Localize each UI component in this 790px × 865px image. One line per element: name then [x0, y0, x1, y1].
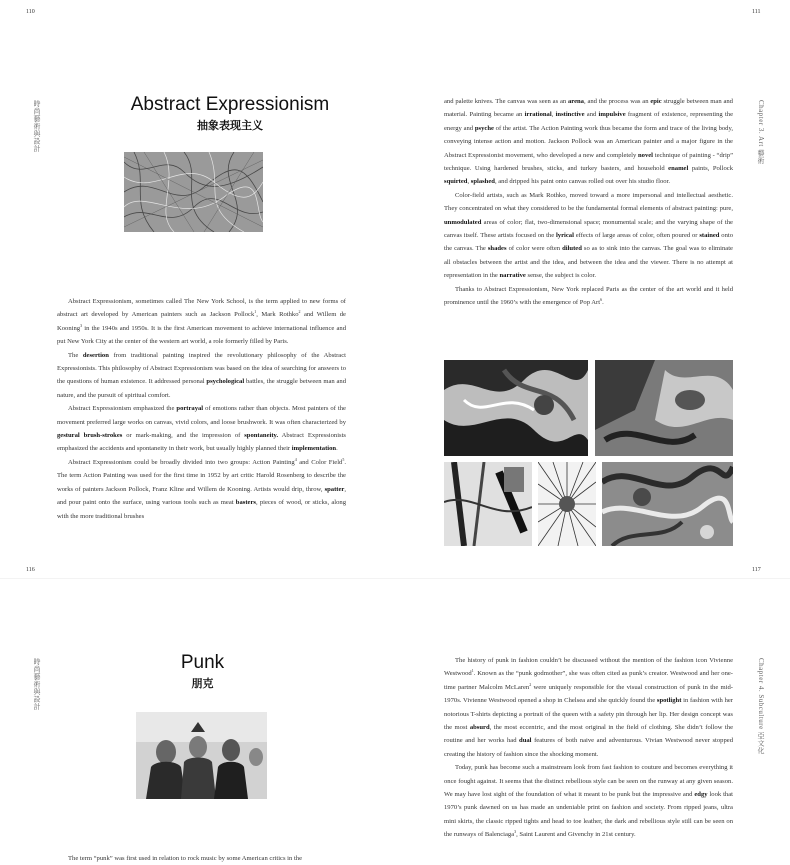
- emphasized-term: enamel: [668, 165, 689, 173]
- emphasized-term: spotlight: [656, 697, 682, 705]
- section2-left-text: [57, 852, 346, 865]
- side-label-left-2: 時尚藝術與設計: [33, 658, 41, 711]
- emphasized-term: dual: [519, 737, 532, 745]
- emphasized-term: absurd: [469, 724, 490, 732]
- paragraph: The desertion from traditional painting inspired the revolutionary philosophy of the Abstract Expressionists. This philosophy of Abstract Expressionism was based on the idea of searching for answers to the questions of human existence. It addressed personal psychological battles, the struggle between man and nature, and the pursuit of spiritual comfort.: [57, 351, 347, 399]
- emphasized-term: psychological: [206, 378, 245, 386]
- emphasized-term: irrational: [524, 111, 552, 119]
- emphasized-term: novel: [637, 151, 654, 159]
- emphasized-term: implementation: [291, 445, 337, 453]
- paragraph: and palette knives. The canvas was seen as an arena, and the process was an epic struggle between man and material. Painting became an irrational, instinctive and impulsive fragment of existence, representing the energy and psyche of the artist. The Action Painting work thus became the form and trace of the living body, conveying intense action and motion. Jackson Pollock was an American painter and a major figure in the Abstract Expressionist movement, who developed a new and completely novel technique of painting - “drip” technique. Using hardened brushes, sticks, and turkey basters, and household enamel paints, Pollock squirted, splashed, and dripped his paint onto canvas rolled out over his studio floor.: [444, 98, 734, 186]
- side-label-left: 時尚藝術與設計: [33, 100, 41, 153]
- emphasized-term: spatter: [324, 485, 345, 493]
- emphasized-term: instinctive: [555, 111, 585, 119]
- paragraph: The history of punk in fashion couldn’t be discussed without the mention of the fashion icon Vivienne Westwood$^1$. Known as the “punk godmother”, she was often cited as punk’s creator. Westwood and her one-time partner Malcolm McLaren$^2$ were uniquely responsible for the visual construction of punk in the mid-1970s. Vivienne Westwood opened a shop in Chelsea and she quickly found the spotlight in fashion with her notorious T-shirts depicting a portrait of the queen with a safety pin through her lip. Her design concept was the most absurd, the most eccentric, and the most original in the field of clothing. She didn’t follow the routine and her works had dual features of both naive and adventurous. Vivian Westwood never stopped creating the history of fashion since the shocking moment.: [444, 657, 734, 758]
- pollock-painting-image: [124, 152, 263, 232]
- paragraph: Abstract Expressionism emphasized the portrayal of emotions rather than objects. Most painters of the movement preferred large works on canvas, vivid colors, and loose brushwork. It was often characterized by gestural brush-strokes or mark-making, and the impression of spontaneity. Abstract Expressionists emphasized the accidents and spontaneity in their work, but usually highly planned their implementation.: [57, 405, 346, 453]
- page-number-111: 111: [752, 9, 761, 15]
- emphasized-term: epic: [650, 98, 662, 105]
- emphasized-term: lyrical: [555, 232, 574, 240]
- section-title: Abstract Expressionism: [130, 94, 330, 115]
- section2-title: Punk: [180, 652, 225, 673]
- emphasized-term: edgy: [694, 791, 708, 799]
- emphasized-term: portrayal: [176, 405, 204, 413]
- side-label-right: Chapter 3. Art 藝術: [757, 100, 765, 165]
- section1-right-column: [444, 95, 733, 310]
- emphasized-term: spontaneity.: [244, 432, 279, 440]
- emphasized-term: unmodulated: [444, 218, 482, 226]
- emphasized-term: gestural brush-strokes: [57, 432, 123, 440]
- footnote-marker: 1: [254, 309, 257, 315]
- emphasized-term: diluted: [562, 245, 582, 253]
- footnote-marker: 3: [80, 322, 83, 328]
- emphasized-term: impulsive: [598, 111, 626, 119]
- footnote-marker: 1: [471, 668, 474, 674]
- page-number-117: 117: [752, 567, 761, 573]
- footnote-marker: 3: [514, 829, 517, 835]
- footnote-marker: 2: [298, 309, 301, 315]
- side-label-right-2: Chapter 4. Subculture 亞文化: [757, 658, 765, 755]
- punk-photo-image: [136, 712, 267, 799]
- emphasized-term: splashed: [470, 178, 495, 186]
- artwork-image-4: [538, 462, 596, 546]
- page-number-116: 116: [26, 567, 35, 573]
- footnote-marker: 2: [529, 681, 532, 687]
- section2-left-paragraph: The term “punk” was first used in relation to rock music by some American critics in the: [68, 855, 303, 862]
- paragraph: Abstract Expressionism could be broadly divided into two groups: Action Painting$^4$ and Color Field$^5$. The term Action Painting was used for the first time in 1952 by art critic Harold Rosenberg to describe the works of painters Jackson Pollock, Franz Kline and Willem de Kooning. Artists would drip, throw, spatter, and pour paint onto the surface, using various tools such as meat basters, pieces of wood, or sticks, along with the more traditional brushes: [57, 456, 347, 520]
- emphasized-term: desertion: [82, 351, 109, 359]
- emphasized-term: squirted: [444, 178, 468, 186]
- emphasized-term: narrative: [499, 272, 526, 280]
- section-subtitle: 抽象表现主义: [197, 119, 263, 132]
- paragraph: Today, punk has become such a mainstream look from fast fashion to couture and becomes everything it once fought against. It seems that the distinct rebellious style can be seen on the runway at any given season. We may have lost sight of the foundation of what it meant to be punk but the impressive and edgy look that 1970’s punk dawned on us has made an undeniable print on fashion and society. From ripped jeans, ultra mini skirts, the classic ripped tights and head to toe leather, the dark and rebellious style still can be seen on the runways of Balenciaga$^3$, Saint Laurent and Givenchy in 21st century.: [444, 764, 733, 839]
- paragraph: Color-field artists, such as Mark Rothko, moved toward a more impersonal and intellectual aesthetic. They concentrated on what they considered to be the fundamental formal elements of abstract painting: pure, unmodulated areas of color; flat, two-dimensional space; monumental scale; and the varying shape of the canvas itself. These artists focused on the lyrical effects of large areas of color, often poured or stained onto the canvas. The shades of color were often diluted so as to sink into the canvas. The goal was to eliminate all obstacles between the artist and the idea, and between the idea and the viewer. There is no attempt at representation in the narrative sense, the subject is color.: [444, 191, 733, 280]
- footnote-marker: 4: [294, 456, 297, 462]
- artwork-image-1: [444, 360, 588, 456]
- paragraph: Thanks to Abstract Expressionism, New York replaced Paris as the center of the art world and it held prominence until the 1960’s with the emergence of Pop Art$^6$.: [444, 285, 733, 307]
- artwork-image-5: [602, 462, 733, 546]
- section2-right-column: [444, 654, 733, 842]
- emphasized-term: arena: [567, 98, 584, 105]
- paragraph: Abstract Expressionism, sometimes called The New York School, is the term applied to new forms of abstract art developed by American painters such as Jackson Pollock$^1$, Mark Rothko$^2$ and Willem de Kooning$^3$ in the 1940s and 1950s. It is the first American movement to achieve international influence and put New York City at the center of the western art world, a role formerly filled by Paris.: [57, 298, 346, 346]
- artwork-image-2: [595, 360, 733, 456]
- emphasized-term: psyche: [474, 124, 494, 132]
- footnote-marker: 6: [600, 296, 603, 302]
- section1-left-column: [57, 295, 346, 523]
- emphasized-term: basters: [235, 499, 256, 507]
- page-number-110: 110: [26, 9, 35, 15]
- footnote-marker: 5: [342, 456, 345, 462]
- emphasized-term: stained: [699, 232, 720, 240]
- spread-divider: [0, 578, 790, 579]
- artwork-image-3: [444, 462, 532, 546]
- emphasized-term: shades: [487, 245, 507, 253]
- section2-subtitle: 朋克: [191, 677, 214, 690]
